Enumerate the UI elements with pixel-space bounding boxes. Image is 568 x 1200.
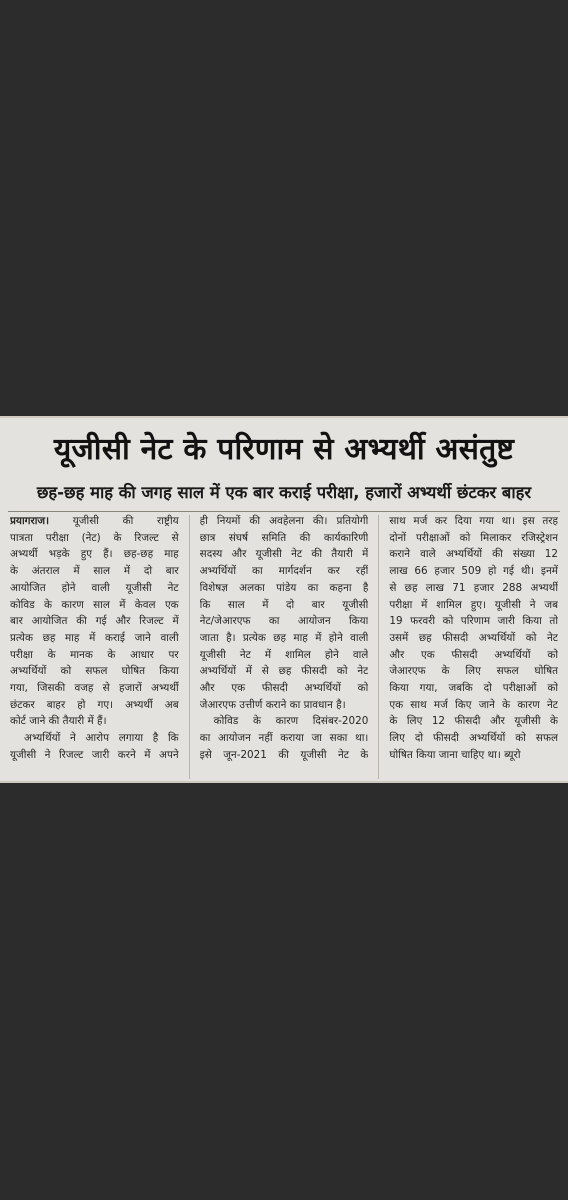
column-line: कोविड के कारण साल में केवल एक [10, 598, 179, 611]
column-line: छंटकर बाहर हो गए। अभ्यर्थी अब [10, 698, 179, 711]
newspaper-clipping [0, 416, 568, 783]
column-line: कोर्ट जाने की तैयारी में हैं। [10, 715, 107, 728]
column-line: गया, जिसकी वजह से हजारों अभ्यर्थी [10, 682, 179, 695]
column-line: सदस्य और यूजीसी नेट की तैयारी में [199, 548, 369, 561]
column-line: परीक्षा में शामिल हुए। यूजीसी ने जब [389, 598, 559, 611]
column-line: कराने वाले अभ्यर्थियों की संख्या 12 [389, 548, 559, 561]
column-line: का आयोजन नहीं कराया जा सका था। [199, 732, 369, 745]
column-line: जाता है। प्रत्येक छह माह में होने वाली [199, 631, 369, 644]
column-line: यूजीसी नेट में शामिल होने वाले [199, 648, 369, 661]
column-line: 19 फरवरी को परिणाम जारी किया तो [389, 615, 559, 628]
column-line: दोनों परीक्षाओं को मिलाकर रजिस्ट्रेशन [389, 531, 559, 544]
article-dateline: प्रयागराज। [10, 515, 50, 527]
column-line: अभ्यर्थियों ने आरोप लगाया है कि [24, 732, 179, 745]
column-line: किया गया, जबकि दो परीक्षाओं को [389, 682, 559, 695]
column-line: कोविड के कारण दिसंबर-2020 [213, 715, 369, 728]
column-line: कि साल में दो बार यूजीसी [199, 598, 369, 611]
column-line: से छह लाख 71 हजार 288 अभ्यर्थी [389, 581, 559, 594]
column-line: विशेषज्ञ अलका पांडेय का कहना है [199, 581, 369, 594]
column-divider [378, 515, 379, 779]
column-line: इसे जून-2021 की यूजीसी नेट के [199, 748, 369, 761]
column-line: साथ मर्ज कर दिया गया था। इस तरह [389, 515, 559, 527]
article-body [10, 513, 558, 781]
column-line: एक साथ मर्ज किए जाने के कारण नेट [389, 698, 559, 711]
column-line: जेआरएफ के लिए सफल घोषित [389, 665, 559, 678]
column-line: और एक फीसदी अभ्यर्थियों को [389, 648, 559, 661]
column-line: बार आयोजित की गई और रिजल्ट में [10, 615, 179, 628]
column-line: आयोजित होने वाली यूजीसी नेट [10, 581, 179, 594]
column-line: यूजीसी ने रिजल्ट जारी करने में अपने [10, 748, 179, 761]
column-line: पात्रता परीक्षा (नेट) के रिजल्ट से [10, 531, 179, 544]
column-line: घोषित किया जाना चाहिए था। ब्यूरो [389, 748, 521, 761]
column-line: अभ्यर्थी भड़के हुए हैं। छह-छह माह [10, 548, 179, 561]
article-column-2 [200, 513, 369, 781]
column-line: अभ्यर्थियों में से छह फीसदी को नेट [199, 665, 369, 678]
column-line: ही नियमों की अवहेलना की। प्रतियोगी [199, 515, 369, 527]
article-column-3 [389, 513, 558, 781]
article-column-1 [10, 513, 179, 781]
column-line: और एक फीसदी अभ्यर्थियों को [199, 682, 369, 695]
article-headline: यूजीसी नेट के परिणाम से अभ्यर्थी असंतुष्ट [53, 432, 515, 467]
column-line: लाख 66 हजार 509 हो गई थी। इनमें [389, 565, 559, 578]
column-line: छात्र संघर्ष समिति की कार्यकारिणी [199, 531, 369, 544]
column-line: नेट/जेआरएफ का आयोजन किया [199, 615, 369, 628]
column-line: परीक्षा के मानक के आधार पर [10, 648, 179, 661]
article-subheadline: छह-छह माह की जगह साल में एक बार कराई परीक्षा, हजारों अभ्यर्थी छंटकर बाहर [36, 483, 532, 502]
column-line: प्रयागराज। यूजीसी की राष्ट्रीय [10, 515, 179, 527]
column-line: के अंतराल में साल में दो बार [10, 565, 179, 578]
column-line: प्रत्येक छह माह में कराई जाने वाली [10, 631, 179, 644]
column-line: उसमें छह फीसदी अभ्यर्थियों को नेट [389, 631, 559, 644]
column-line: के लिए 12 फीसदी और यूजीसी के [389, 715, 559, 728]
column-line: अभ्यर्थियों को सफल घोषित किया [10, 665, 179, 678]
column-line: अभ्यर्थियों का मार्गदर्शन कर रहीं [199, 565, 369, 578]
column-line: जेआरएफ उत्तीर्ण कराने का प्रावधान है। [199, 698, 346, 711]
column-divider [189, 515, 190, 779]
headline-rule [8, 511, 560, 512]
column-line: लिए दो फीसदी अभ्यर्थियों को सफल [389, 732, 559, 745]
